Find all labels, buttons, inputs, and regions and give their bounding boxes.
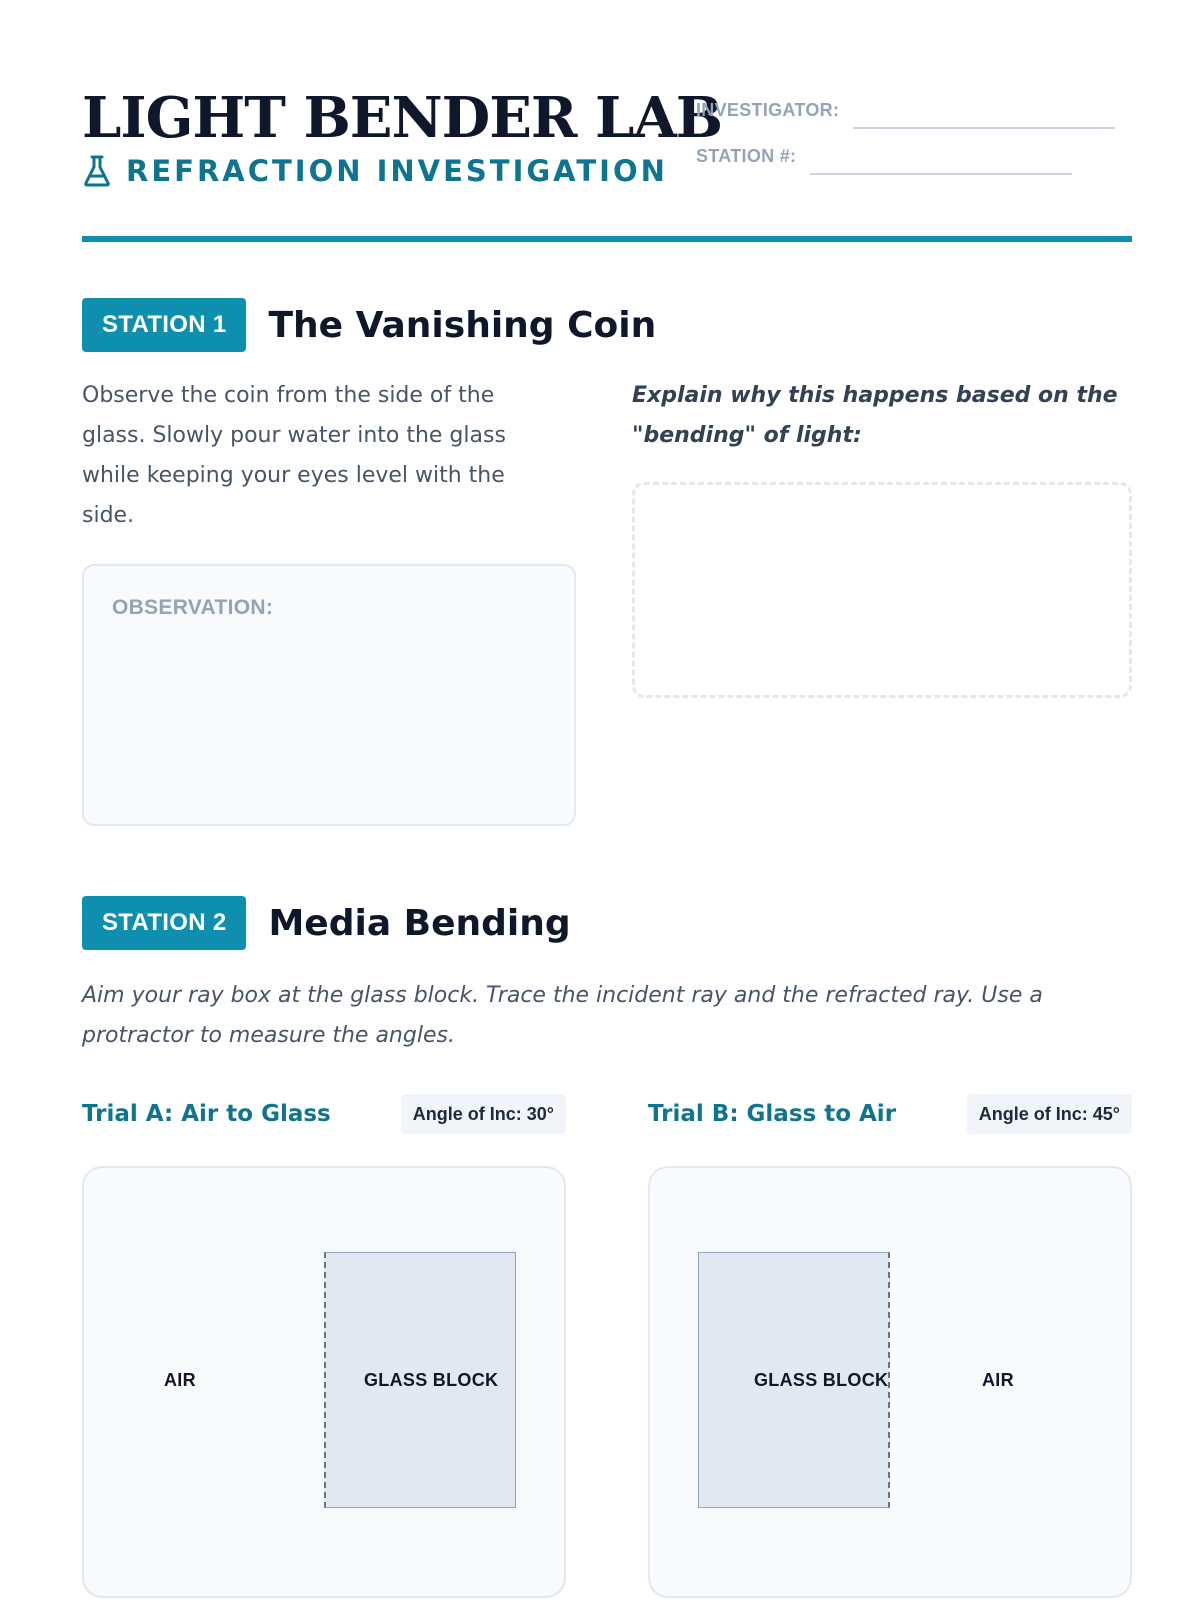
observation-label: OBSERVATION: — [112, 596, 274, 619]
investigator-row — [696, 100, 1115, 121]
trial-b-glass-label: GLASS BLOCK — [754, 1370, 889, 1390]
subtitle-text: REFRACTION INVESTIGATION — [126, 154, 668, 188]
worksheet-header — [82, 80, 1132, 242]
explain-prompt: Explain why this happens based on the "bending" of light: — [632, 383, 1118, 448]
trial-b-air-label: AIR — [982, 1370, 1014, 1390]
investigator-field[interactable] — [853, 126, 1115, 129]
investigator-label: INVESTIGATOR: — [696, 100, 840, 120]
worksheet-page — [82, 0, 1132, 1600]
trial-b-diagram[interactable] — [648, 1166, 1132, 1598]
station1-instructions: Observe the coin from the side of the glass. Slowly pour water into the glass while keeping your eyes level with the side. — [82, 383, 506, 528]
trial-a-glass-label: GLASS BLOCK — [364, 1370, 499, 1390]
station2-badge: STATION 2 — [82, 896, 246, 950]
trial-a-diagram[interactable] — [82, 1166, 566, 1598]
station-number-field[interactable] — [810, 172, 1072, 175]
header-divider — [82, 236, 1132, 242]
station2-instructions: Aim your ray box at the glass block. Trace the incident ray and the refracted ray. Use a protractor to measure the angles. — [82, 983, 1043, 1048]
worksheet-subtitle — [82, 154, 668, 188]
station1-title: The Vanishing Coin — [268, 304, 657, 346]
trial-b — [648, 1094, 1132, 1600]
trial-a-angle-tag: Angle of Inc: 30° — [401, 1094, 566, 1134]
station2-heading — [82, 896, 571, 950]
trial-a-air-label: AIR — [164, 1370, 196, 1390]
trial-b-header — [648, 1094, 1132, 1134]
trial-a — [82, 1094, 566, 1600]
trial-b-title: Trial B: Glass to Air — [648, 1101, 897, 1127]
station1-heading — [82, 298, 656, 352]
flask-icon — [82, 154, 112, 188]
station-number-label: STATION #: — [696, 146, 797, 166]
trial-a-header — [82, 1094, 566, 1134]
station2-title: Media Bending — [268, 902, 571, 944]
trial-a-title: Trial A: Air to Glass — [82, 1101, 331, 1127]
explanation-answer-box[interactable] — [632, 482, 1132, 698]
worksheet-title: LIGHT BENDER LAB — [82, 85, 723, 151]
station-number-row — [696, 146, 1072, 167]
trial-b-angle-tag: Angle of Inc: 45° — [967, 1094, 1132, 1134]
station1-badge: STATION 1 — [82, 298, 246, 352]
observation-box[interactable] — [82, 564, 576, 826]
